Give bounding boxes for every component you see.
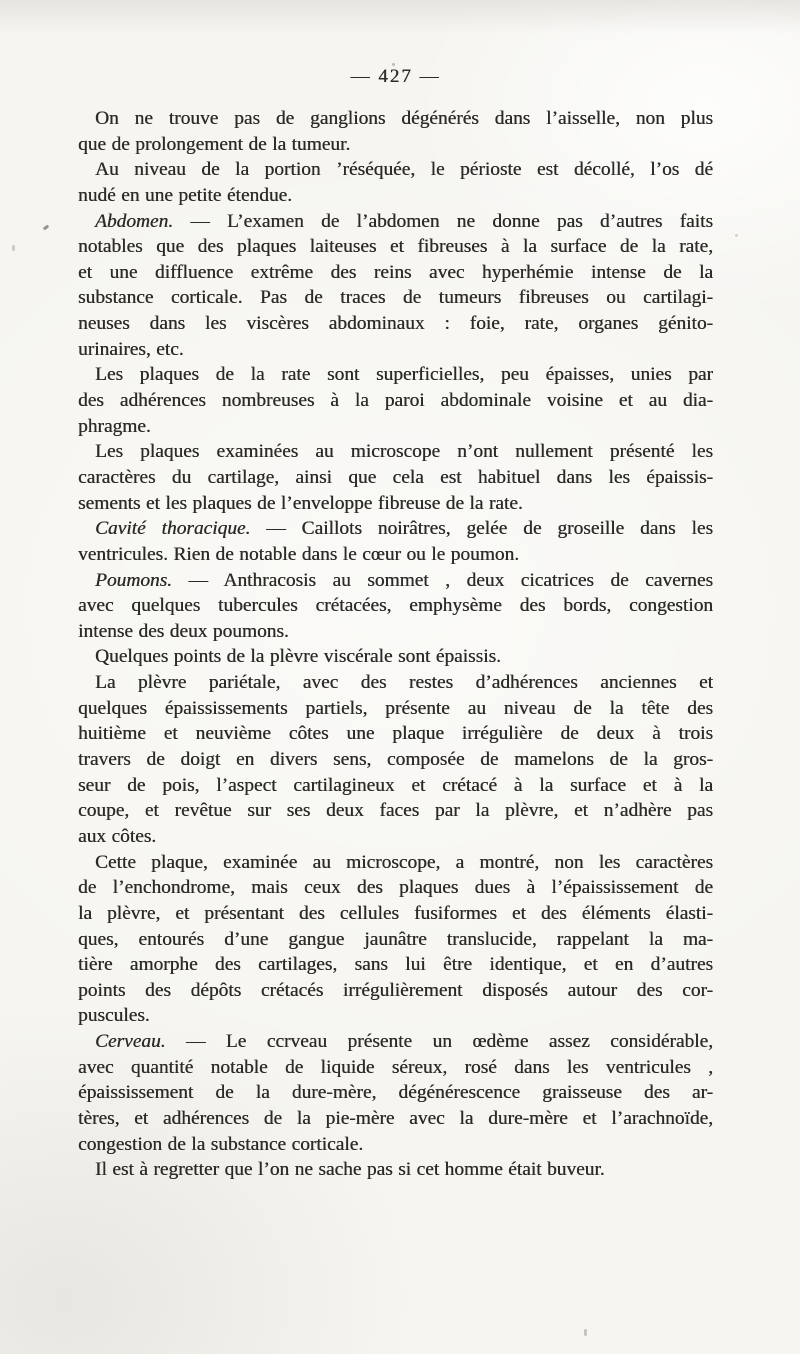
text-line: coupe, et revêtue sur ses deux faces par la plèvre, et n’adhère pas [78,800,713,822]
text-line: sements et les plaques de l’enveloppe fibreuse de la rate. [78,492,523,514]
text-line: huitième et neuvième côtes une plaque irrégulière de deux à trois [78,723,713,745]
text-line: seur de pois, l’aspect cartilagineux et crétacé à la surface et à la [78,774,713,796]
text-line: notables que des plaques laiteuses et fibreuses à la surface de la rate, [78,236,713,258]
text-line: quelques épaississements partiels, présente au niveau de la tête des [78,697,713,719]
paragraph [78,209,713,363]
text-line: Au niveau de la portion ’réséquée, le périoste est décollé, l’os dé [95,159,713,181]
paragraph [78,439,713,516]
text-line: congestion de la substance corticale. [78,1133,364,1155]
text-line: intense des deux poumons. [78,620,289,642]
text-line: aux côtes. [78,825,157,847]
text-line: épaississement de la dure-mère, dégénérescence graisseuse des ar- [78,1082,713,1104]
text-line: urinaires, etc. [78,338,184,360]
paragraph [78,850,713,1029]
text-line: nudé en une petite étendue. [78,184,292,206]
paragraph [78,644,713,670]
text-line: des adhérences nombreuses à la paroi abdominale voisine et au dia- [78,390,713,412]
text-line: La plèvre pariétale, avec des restes d’adhérences anciennes et [95,672,713,694]
section-lead: Abdomen. [95,210,174,232]
section-lead: Poumons. [95,569,173,591]
text-line: Cavité thoracique. — Caillots noirâtres, gelée de groseille dans les [95,518,713,540]
paragraph [78,670,713,849]
text-line: On ne trouve pas de ganglions dégénérés dans l’aisselle, non plus [95,108,713,129]
text-line: Quelques points de la plèvre viscérale sont épaissis. [95,646,501,668]
text-line: neuses dans les viscères abdominaux : foie, rate, organes génito- [78,313,713,335]
paragraph [78,362,713,439]
paragraph [78,106,713,157]
text-line: substance corticale. Pas de traces de tumeurs fibreuses ou cartilagi- [78,287,713,309]
scan-speck [43,225,50,231]
text-line: points des dépôts crétacés irrégulièrement disposés autour des cor- [78,979,713,1001]
text-line: la plèvre, et présentant des cellules fusiformes et des éléments élasti- [78,902,713,924]
text-line: travers de doigt en divers sens, composée de mamelons de la gros- [78,749,713,771]
text-line: tères, et adhérences de la pie-mère avec la dure-mère et l’arachnoïde, [78,1107,713,1129]
text-line: ques, entourés d’une gangue jaunâtre translucide, rappelant la ma- [78,928,713,950]
paragraph [78,1029,713,1157]
text-line: que de prolongement de la tumeur. [78,133,351,155]
text-line: puscules. [78,1005,150,1027]
section-lead: Cavité thoracique. [95,518,251,540]
text-line: Les plaques de la rate sont superficielles, peu épaisses, unies par [95,364,713,386]
scan-speck [12,245,15,251]
text-line: de l’enchondrome, mais ceux des plaques dues à l’épaississement de [78,877,713,899]
text-line: Les plaques examinées au microscope n’ont nullement présenté les [95,441,713,463]
text-line: avec quelques tubercules crétacées, emphysème des bords, congestion [78,595,713,617]
body-text [78,106,713,1183]
text-line: ventricules. Rien de notable dans le cœur ou le poumon. [78,543,520,565]
text-line: Cerveau. — Le ccrveau présente un œdème assez considérable, [95,1031,713,1053]
scan-speck [735,234,738,237]
paragraph [78,1157,713,1183]
text-line: et une diffluence extrême des reins avec hyperhémie intense de la [78,261,713,283]
text-line: avec quantité notable de liquide séreux, rosé dans les ventricules , [78,1056,713,1078]
scan-speck [584,1329,587,1336]
text-line: Abdomen. — L’examen de l’abdomen ne donne pas d’autres faits [95,210,713,232]
text-line: phragme. [78,415,151,437]
text-line: tière amorphe des cartilages, sans lui être identique, et en d’autres [78,954,713,976]
text-line: Cette plaque, examinée au microscope, a montré, non les caractères [95,851,713,873]
section-lead: Cerveau. [95,1031,166,1053]
paragraph [78,568,713,645]
page-number: — 427 — [350,66,441,87]
paragraph [78,157,713,208]
text-line: caractères du cartilage, ainsi que cela est habituel dans les épaissis- [78,466,713,488]
scan-speck [392,63,395,66]
text-line: Il est à regretter que l’on ne sache pas si cet homme était buveur. [95,1159,605,1181]
text-line: Poumons. — Anthracosis au sommet , deux cicatrices de cavernes [95,569,713,591]
paragraph [78,516,713,567]
